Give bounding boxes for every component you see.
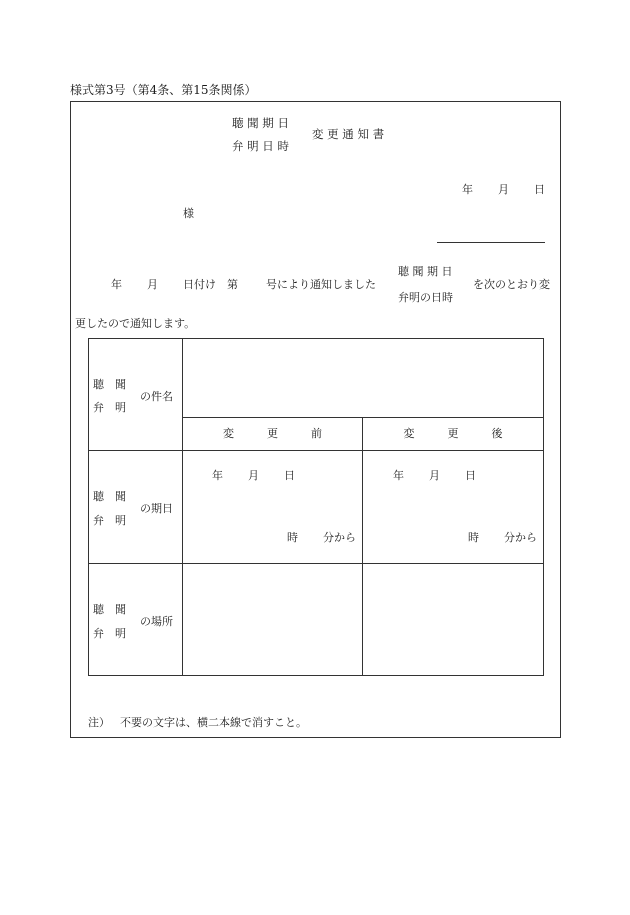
after-day: 日	[465, 469, 476, 482]
note-text: 不要の文字は、横二本線で消すこと。	[120, 716, 307, 729]
place-row-option-explanation: 弁 明	[93, 627, 126, 640]
case-row-option-explanation: 弁 明	[93, 401, 126, 414]
table-border-right	[543, 338, 544, 675]
title-option-hearing-date: 聴 聞 期 日	[232, 116, 289, 130]
issue-day-label: 日	[534, 183, 545, 196]
table-rule-label-column	[182, 338, 183, 675]
date-row-option-explanation: 弁 明	[93, 514, 126, 527]
header-after: 変 更 後	[403, 427, 503, 440]
form-label: 様式第3号（第4条、第15条関係）	[70, 83, 257, 97]
table-border-left	[88, 338, 89, 675]
before-month: 月	[248, 469, 259, 482]
after-month: 月	[429, 469, 440, 482]
header-before: 変 更 前	[223, 427, 322, 440]
place-row-label: の場所	[140, 615, 173, 628]
body-month: 月	[147, 278, 158, 291]
before-minute: 分から	[323, 531, 356, 544]
note-label: 注）	[88, 716, 110, 729]
table-border-top	[88, 338, 544, 339]
form-frame	[70, 101, 561, 738]
table-rule-header-top	[183, 417, 544, 418]
issue-year-label: 年	[462, 183, 473, 196]
date-row-option-hearing: 聴 聞	[93, 490, 126, 503]
place-row-option-hearing: 聴 聞	[93, 603, 126, 616]
body-dated: 日付け 第	[183, 278, 238, 291]
before-day: 日	[284, 469, 295, 482]
addressee-suffix: 様	[183, 207, 194, 220]
table-rule-header-bottom	[88, 450, 544, 451]
title-suffix: 変 更 通 知 書	[312, 127, 385, 141]
after-minute: 分から	[504, 531, 537, 544]
signature-line	[437, 242, 545, 243]
table-rule-date-bottom	[88, 563, 544, 564]
date-row-label: の期日	[140, 502, 173, 515]
title-option-explanation-time: 弁 明 日 時	[232, 139, 289, 153]
body-year: 年	[111, 278, 122, 291]
after-year: 年	[393, 469, 404, 482]
before-year: 年	[212, 469, 223, 482]
body-line2: 更したので通知します。	[75, 317, 196, 330]
body-tail: を次のとおり変	[473, 278, 550, 291]
case-row-label: の件名	[140, 390, 173, 403]
body-option-hearing-date: 聴 聞 期 日	[398, 265, 453, 278]
before-hour: 時	[287, 531, 298, 544]
issue-month-label: 月	[498, 183, 509, 196]
case-row-option-hearing: 聴 聞	[93, 378, 126, 391]
table-rule-middle	[362, 417, 363, 675]
body-issue-text: 号により通知しました	[266, 278, 376, 291]
body-option-explanation-time: 弁明の日時	[398, 291, 453, 304]
table-border-bottom	[88, 675, 544, 676]
after-hour: 時	[468, 531, 479, 544]
